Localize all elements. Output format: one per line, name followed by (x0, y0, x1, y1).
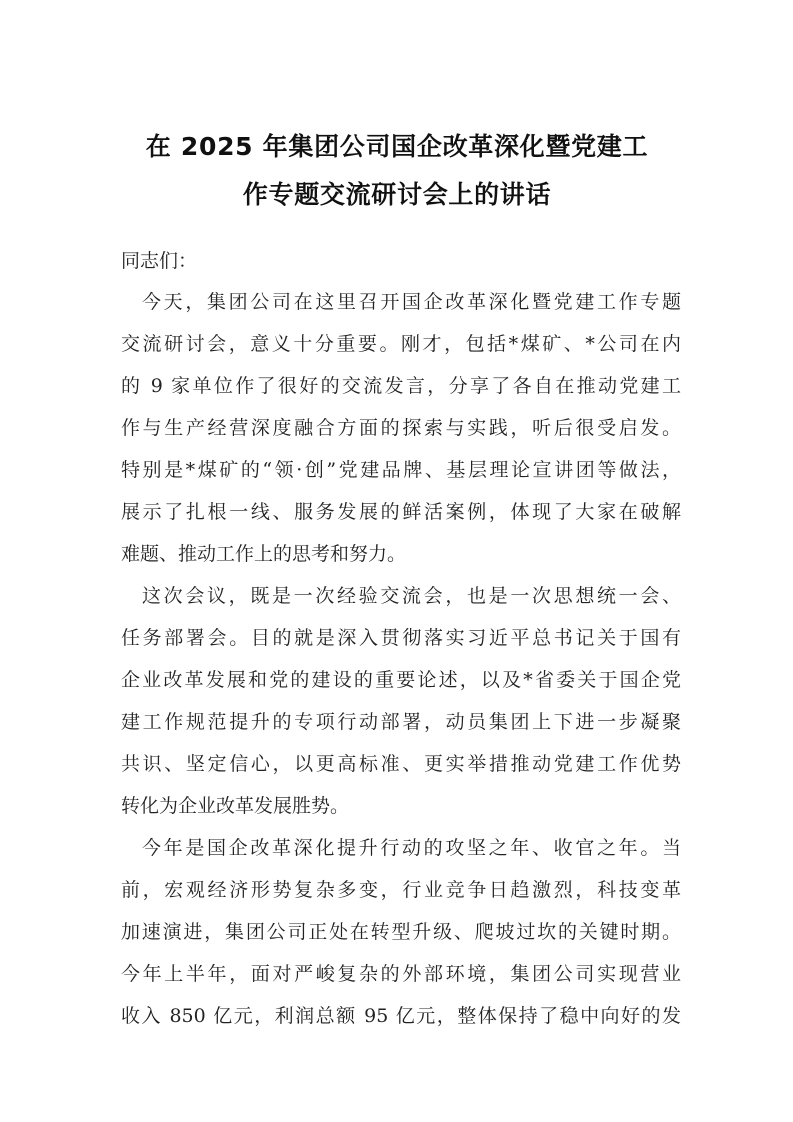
paragraph-3-line-4: 今年上半年，面对严峻复杂的外部环境，集团公司实现营业 (121, 963, 681, 985)
paragraph-2-line-3: 企业改革发展和党的建设的重要论述，以及*省委关于国企党 (121, 669, 681, 691)
paragraph-1-line-3: 的 9 家单位作了很好的交流发言，分享了各自在推动党建工 (121, 375, 681, 397)
paragraph-3-line-3: 加速演进，集团公司正处在转型升级、爬坡过坎的关键时期。 (121, 921, 681, 943)
paragraph-2-line-4: 建工作规范提升的专项行动部署，动员集团上下进一步凝聚 (121, 711, 681, 733)
paragraph-2-line-2: 任务部署会。目的就是深入贯彻落实习近平总书记关于国有 (121, 627, 681, 649)
paragraph-3-line-1: 今年是国企改革深化提升行动的攻坚之年、收官之年。当 (142, 837, 681, 859)
paragraph-1-line-6: 展示了扎根一线、服务发展的鲜活案例，体现了大家在破解 (121, 501, 681, 523)
paragraph-1-line-5: 特别是*煤矿的“领·创”党建品牌、基层理论宣讲团等做法， (121, 459, 681, 481)
paragraph-3-line-5: 收入 850 亿元，利润总额 95 亿元，整体保持了稳中向好的发 (121, 1005, 681, 1027)
paragraph-2-line-1: 这次会议，既是一次经验交流会，也是一次思想统一会、 (142, 585, 681, 607)
paragraph-1-line-1: 今天，集团公司在这里召开国企改革深化暨党建工作专题 (142, 291, 681, 313)
paragraph-2-line-5: 共识、坚定信心，以更高标准、更实举措推动党建工作优势 (121, 753, 681, 775)
paragraph-1-line-7: 难题、推动工作上的思考和努力。 (121, 543, 407, 565)
paragraph-1-line-4: 作与生产经营深度融合方面的探索与实践，听后很受启发。 (121, 417, 681, 439)
paragraph-1-line-2: 交流研讨会，意义十分重要。刚才，包括*煤矿、*公司在内 (121, 333, 681, 355)
paragraph-2-line-6: 转化为企业改革发展胜势。 (121, 795, 350, 817)
salutation: 同志们： (121, 250, 198, 272)
paragraph-3-line-2: 前，宏观经济形势复杂多变，行业竞争日趋激烈，科技变革 (121, 879, 681, 901)
document-title-line-2: 作专题交流研讨会上的讲话 (242, 180, 552, 209)
document-title-line-1: 在 2025 年集团公司国企改革深化暨党建工 (145, 132, 649, 161)
